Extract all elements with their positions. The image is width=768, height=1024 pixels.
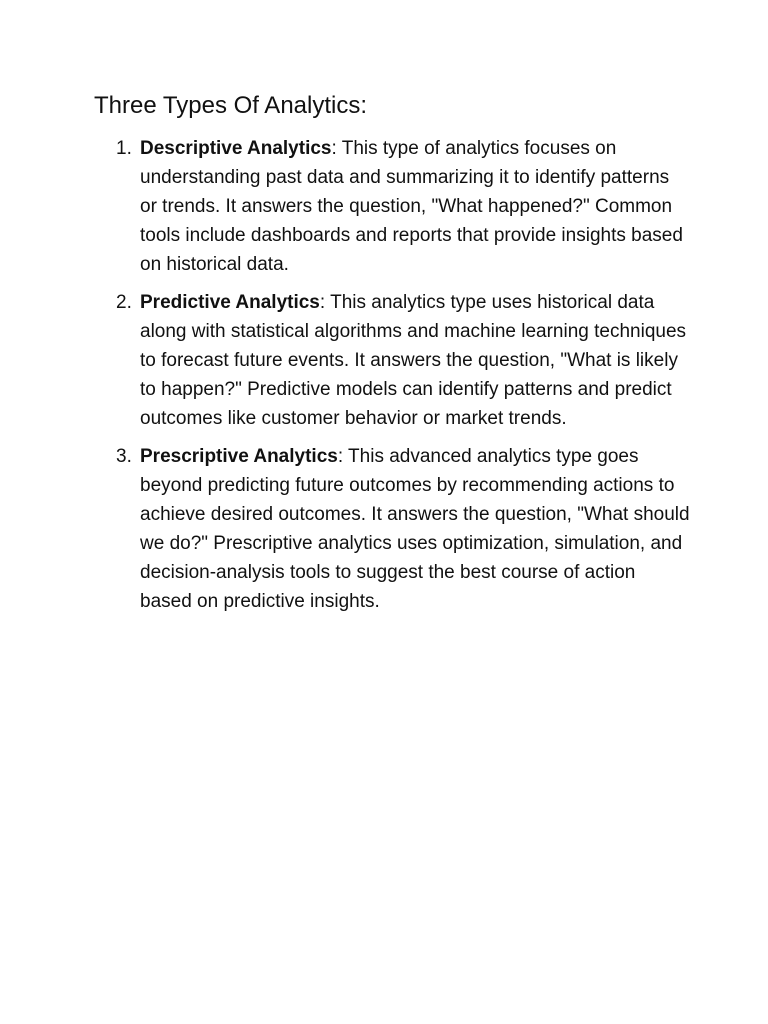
- list-item-text: : This advanced analytics type goes beyond predicting future outcomes by recommending actions to achieve desired outcomes. It answers the question, "What should we do?" Prescriptive analytics uses optimization, simulation, and decision-analysis tools to suggest the best course of action based on predictive insights.: [140, 446, 690, 612]
- list-item-term: Predictive Analytics: [140, 292, 320, 313]
- list-item-text: : This type of analytics focuses on understanding past data and summarizing it to identify patterns or trends. It answers the question, "What happened?" Common tools include dashboards and reports that provide insights based on historical data.: [140, 138, 683, 275]
- list-item-term: Descriptive Analytics: [140, 138, 332, 159]
- list-item-prescriptive: [110, 442, 690, 616]
- list-item-number: 1.: [116, 138, 132, 159]
- list-item-term: Prescriptive Analytics: [140, 446, 338, 467]
- list-item-number: 3.: [116, 446, 132, 467]
- list-item-descriptive: [110, 134, 690, 279]
- list-item-text: : This analytics type uses historical data along with statistical algorithms and machine learning techniques to forecast future events. It answers the question, "What is likely to happen?" Predictive models can identify patterns and predict outcomes like customer behavior or market trends.: [140, 292, 687, 429]
- analytics-types-list: [110, 134, 690, 625]
- list-item-number: 2.: [116, 292, 132, 313]
- list-item-predictive: [110, 288, 690, 433]
- page-title: Three Types Of Analytics:: [94, 92, 368, 119]
